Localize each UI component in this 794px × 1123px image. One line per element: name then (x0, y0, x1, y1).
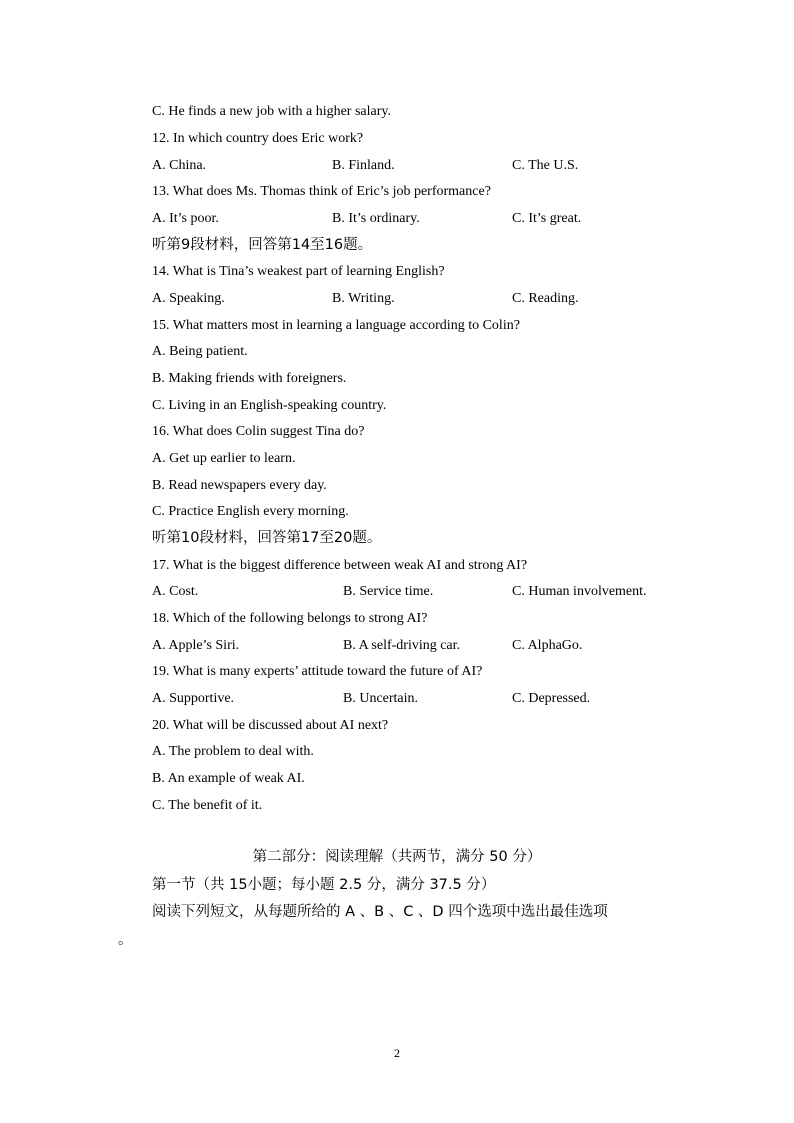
section-heading-9: 听第9段材料，回答第14至16题。 (152, 237, 373, 253)
question-12: 12. In which country does Eric work? (152, 131, 364, 146)
option-a: A. China. (152, 158, 207, 173)
option-a: A. It’s poor. (152, 211, 219, 226)
page-number: 2 (394, 1046, 400, 1060)
q17-options (152, 583, 712, 601)
option-c: C. Human involvement. (512, 584, 647, 599)
option-b: B. Uncertain. (343, 691, 419, 706)
option-c: C. AlphaGo. (512, 638, 583, 653)
q18-options (152, 637, 712, 655)
question-17: 17. What is the biggest difference between weak AI and strong AI? (152, 558, 528, 573)
instruction-tail-punctuation: 。 (118, 932, 133, 948)
q19-options (152, 690, 712, 708)
option-a: A. Speaking. (152, 291, 225, 306)
option-a: A. Cost. (152, 584, 199, 599)
part2-section1-heading: 第一节（共 15小题；每小题 2.5 分，满分 37.5 分） (152, 877, 496, 893)
q13-options (152, 210, 712, 228)
question-15: 15. What matters most in learning a language according to Colin? (152, 318, 520, 333)
question-13: 13. What does Ms. Thomas think of Eric’s job performance? (152, 184, 491, 199)
question-16: 16. What does Colin suggest Tina do? (152, 424, 365, 439)
option-b: B. It’s ordinary. (332, 211, 420, 226)
option-b: B. Finland. (332, 158, 395, 173)
option-b: B. Service time. (343, 584, 434, 599)
q14-options (152, 290, 712, 308)
q16-option-a: A. Get up earlier to learn. (152, 451, 296, 466)
question-19: 19. What is many experts’ attitude toward the future of AI? (152, 664, 483, 679)
option-c: C. It’s great. (512, 211, 582, 226)
option-c: C. Reading. (512, 291, 579, 306)
q15-option-b: B. Making friends with foreigners. (152, 371, 347, 386)
option-a: A. Supportive. (152, 691, 235, 706)
option-c: C. Depressed. (512, 691, 591, 706)
q16-option-b: B. Read newspapers every day. (152, 478, 327, 493)
q11-option-c: C. He finds a new job with a higher salary. (152, 104, 391, 119)
option-b: B. A self-driving car. (343, 638, 461, 653)
option-a: A. Apple’s Siri. (152, 638, 240, 653)
section-heading-10: 听第10段材料，回答第17至20题。 (152, 530, 382, 546)
option-c: C. The U.S. (512, 158, 579, 173)
q15-option-c: C. Living in an English-speaking country. (152, 398, 387, 413)
question-14: 14. What is Tina’s weakest part of learning English? (152, 264, 445, 279)
q20-option-b: B. An example of weak AI. (152, 771, 305, 786)
q16-option-c: C. Practice English every morning. (152, 504, 349, 519)
option-b: B. Writing. (332, 291, 395, 306)
q12-options (152, 157, 712, 175)
question-20: 20. What will be discussed about AI next? (152, 718, 389, 733)
part2-instruction: 阅读下列短文，从每题所给的 A 、B 、C 、D 四个选项中选出最佳选项 (152, 904, 608, 920)
q20-option-c: C. The benefit of it. (152, 798, 263, 813)
question-18: 18. Which of the following belongs to strong AI? (152, 611, 428, 626)
part2-title: 第二部分：阅读理解（共两节，满分 50 分） (252, 849, 542, 865)
q20-option-a: A. The problem to deal with. (152, 744, 314, 759)
q15-option-a: A. Being patient. (152, 344, 248, 359)
